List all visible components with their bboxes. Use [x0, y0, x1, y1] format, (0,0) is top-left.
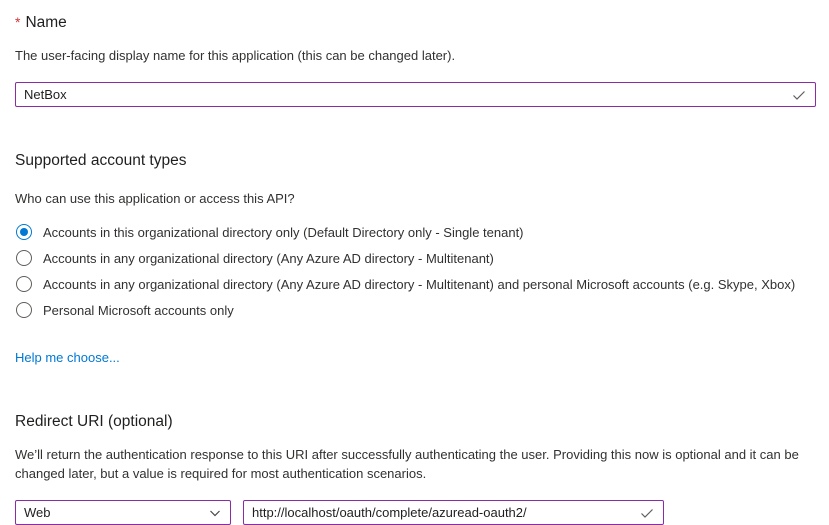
account-types-question: Who can use this application or access this API?: [15, 191, 295, 206]
radio-option-label: Accounts in any organizational directory (Any Azure AD directory - Multitenant) and personal Microsoft accounts (e.g. Skype, Xbox): [43, 276, 796, 292]
radio-button[interactable]: [16, 224, 32, 240]
radio-button[interactable]: [16, 250, 32, 266]
redirect-uri-description: We’ll return the authentication response to this URI after successfully authenticating the user. Providing this now is optional and it can be changed later, but a value is required for most authentication scenarios.: [15, 447, 799, 481]
help-me-choose-link[interactable]: Help me choose...: [15, 350, 120, 365]
account-types-radio-group: [15, 219, 816, 323]
name-input[interactable]: [15, 82, 816, 107]
name-input-wrap: [15, 82, 816, 107]
name-description: The user-facing display name for this application (this can be changed later).: [15, 48, 456, 63]
radio-option-label: Accounts in any organizational directory (Any Azure AD directory - Multitenant): [43, 250, 494, 266]
radio-option-single-tenant[interactable]: [15, 219, 816, 245]
radio-option-label: Personal Microsoft accounts only: [43, 302, 234, 318]
name-title-text: Name: [25, 14, 67, 31]
radio-option-personal-only[interactable]: [15, 297, 816, 323]
redirect-uri-section-title: Redirect URI (optional): [15, 413, 173, 430]
redirect-uri-input[interactable]: [243, 500, 664, 525]
radio-button[interactable]: [16, 276, 32, 292]
radio-option-label: Accounts in this organizational directory only (Default Directory only - Single tenant): [43, 224, 524, 240]
chevron-down-icon: [208, 506, 222, 520]
radio-option-multitenant-personal[interactable]: [15, 271, 816, 297]
redirect-uri-input-wrap: [243, 500, 664, 525]
redirect-uri-row: [15, 500, 816, 525]
platform-select[interactable]: [15, 500, 231, 525]
radio-button[interactable]: [16, 302, 32, 318]
radio-option-multitenant[interactable]: [15, 245, 816, 271]
account-types-section-title: Supported account types: [15, 152, 187, 169]
name-section-title: [15, 12, 816, 33]
required-asterisk: *: [15, 14, 21, 30]
platform-select-value: Web: [24, 505, 51, 520]
